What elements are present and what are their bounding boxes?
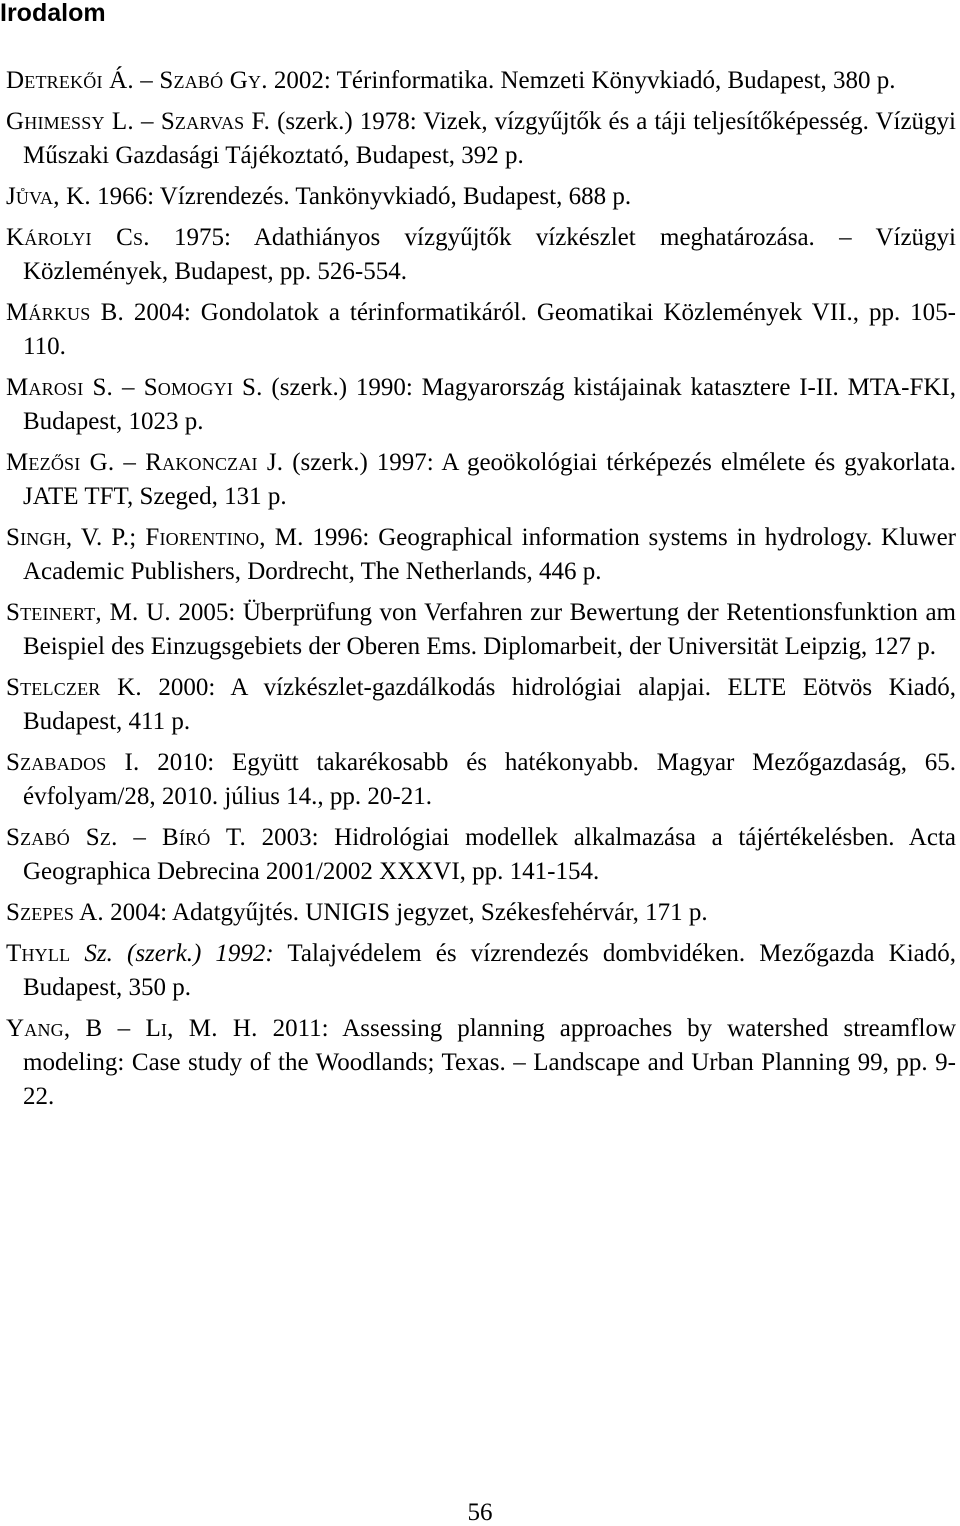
- reference-authors: Marosi S. – Somogyi S.: [6, 374, 263, 401]
- reference-details: 1966: Vízrendezés. Tankönyvkiadó, Budapest, 688 p.: [90, 183, 632, 210]
- reference-details: Talajvédelem és vízrendezés dombvidéken. Mezőgazda Kiadó, Budapest, 350 p.: [23, 940, 956, 1001]
- reference-authors: Szabados I.: [6, 749, 140, 776]
- reference-item: [0, 221, 956, 289]
- reference-details: 1975: Adathiányos vízgyűjtők vízkészlet meghatározása. – Vízügyi Közlemények, Budapest, pp. 526-554.: [23, 224, 956, 285]
- reference-item: [0, 180, 956, 214]
- reference-item: [0, 671, 956, 739]
- reference-italic-part: Sz. (szerk.) 1992:: [70, 940, 274, 967]
- section-heading: Irodalom: [0, 0, 106, 27]
- reference-authors: Thyll: [6, 940, 71, 967]
- reference-authors: Singh, V. P.; Fiorentino, M.: [6, 524, 304, 551]
- reference-authors: Mezősi G. – Rakonczai J.: [6, 449, 284, 476]
- reference-details: 1996: Geographical information systems in hydrology. Kluwer Academic Publishers, Dordrecht, The Netherlands, 446 p.: [23, 524, 956, 585]
- reference-authors: Márkus B.: [6, 299, 124, 326]
- reference-details: 2010: Együtt takarékosabb és hatékonyabb. Magyar Mezőgazdaság, 65. évfolyam/28, 2010. július 14., pp. 20-21.: [23, 749, 957, 810]
- reference-details: 2005: Überprüfung von Verfahren zur Bewertung der Retentionsfunktion am Beispiel des Einzugsgebiets der Oberen Ems. Diplomarbeit, der Universität Leipzig, 127 p.: [23, 599, 956, 660]
- reference-authors: Detrekői Á. – Szabó Gy.: [6, 67, 268, 94]
- reference-details: 2003: Hidrológiai modellek alkalmazása a tájértékelésben. Acta Geographica Debrecina 2001/2002 XXXVI, pp. 141-154.: [23, 824, 957, 885]
- reference-item: [0, 64, 956, 98]
- reference-details: (szerk.) 1997: A geoökológiai térképezés elmélete és gyakorlata. JATE TFT, Szeged, 131 p.: [23, 449, 956, 510]
- reference-authors: Szabó Sz. – Bíró T.: [6, 824, 246, 851]
- reference-authors: Jůva, K.: [6, 183, 91, 210]
- reference-item: [0, 296, 956, 364]
- reference-details: 2000: A vízkészlet-gazdálkodás hidrológiai alapjai. ELTE Eötvös Kiadó, Budapest, 411 p.: [23, 674, 956, 735]
- reference-details: 2004: Gondolatok a térinformatikáról. Geomatikai Közlemények VII., pp. 105-110.: [23, 299, 956, 360]
- reference-authors: Ghimessy L. – Szarvas F.: [6, 108, 271, 135]
- reference-details: (szerk.) 1990: Magyarország kistájainak katasztere I-II. MTA-FKI, Budapest, 1023 p.: [23, 374, 956, 435]
- reference-item: [0, 821, 956, 889]
- reference-item: [0, 1012, 956, 1114]
- reference-item: [0, 746, 956, 814]
- reference-item: [0, 371, 956, 439]
- reference-item: [0, 896, 956, 930]
- reference-item: [0, 937, 956, 1005]
- page-number: 56: [467, 1499, 493, 1526]
- reference-list: [0, 64, 956, 1121]
- reference-item: [0, 596, 956, 664]
- reference-details: 2011: Assessing planning approaches by watershed streamflow modeling: Case study of the Woodlands; Texas. – Landscape and Urban Planning 99, pp. 9-22.: [23, 1015, 956, 1110]
- reference-details: 2004: Adatgyűjtés. UNIGIS jegyzet, Székesfehérvár, 171 p.: [103, 899, 708, 926]
- reference-authors: Steinert, M. U.: [6, 599, 171, 626]
- reference-authors: Szepes A.: [6, 899, 104, 926]
- reference-authors: Stelczer K.: [6, 674, 142, 701]
- reference-item: [0, 521, 956, 589]
- reference-authors: Károlyi Cs.: [6, 224, 150, 251]
- reference-details: (szerk.) 1978: Vizek, vízgyűjtők és a táji teljesítőképesség. Vízügyi Műszaki Gazdasági Tájékoztató, Budapest, 392 p.: [23, 108, 957, 169]
- reference-authors: Yang, B – Li, M. H.: [6, 1015, 258, 1042]
- reference-item: [0, 105, 956, 173]
- reference-item: [0, 446, 956, 514]
- reference-details: 2002: Térinformatika. Nemzeti Könyvkiadó, Budapest, 380 p.: [267, 67, 896, 94]
